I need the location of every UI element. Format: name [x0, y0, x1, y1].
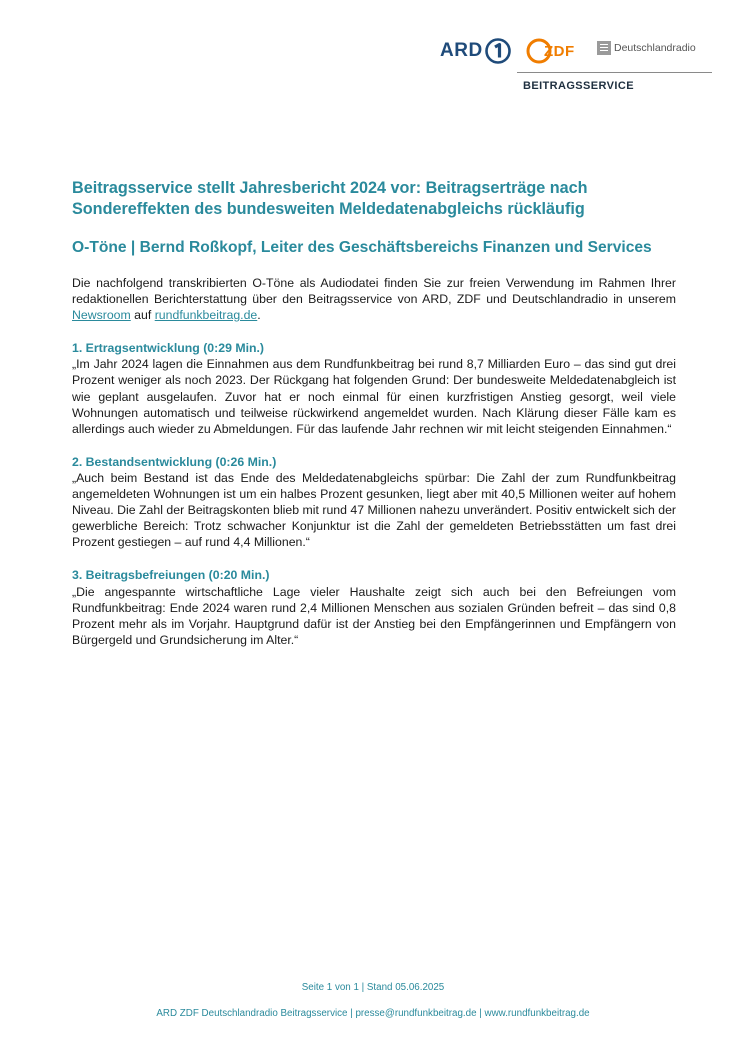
section-heading-beitragsbefreiungen: 3. Beitragsbefreiungen (0:20 Min.) — [72, 568, 270, 583]
section-body-beitragsbefreiungen: „Die angespannte wirtschaftliche Lage vieler Haushalte zeigt sich auch bei den Befreiungen vom Rundfunkbeitrag: Ende 2024 waren rund 2,4 Millionen Menschen aus sozialen Gründen befreit – das sind 0,8 Prozent mehr als im Vorjahr. Hauptgrund dafür ist der Anstieg bei den Empfängerinnen und Empfängern von Bürgergeld und Grundsicherung im Alter.“ — [72, 584, 676, 647]
intro-paragraph — [72, 275, 676, 323]
header-divider — [517, 72, 712, 73]
page-title: Beitragsservice stellt Jahresbericht 2024 vor: Beitragserträge nach Sondereffekten des bundesweiten Meldedatenabgleichs rückläufig — [72, 179, 588, 218]
broadcaster-logos — [440, 36, 712, 72]
intro-text-after: . — [257, 308, 261, 323]
deutschlandradio-logo-text: Deutschlandradio — [614, 42, 696, 54]
section-body-bestandsentwicklung: „Auch beim Bestand ist das Ende des Meldedatenabgleichs spürbar: Die Zahl der zum Rundfunkbeitrag angemeldeten Wohnungen ist um ein halbes Prozent gesunken, liegt aber mit 40,5 Millionen weiter auf hohem Niveau. Die Zahl der Beitragskonten blieb mit rund 47 Millionen nahezu unverändert. Positiv entwickelt sich der gewerbliche Bereich: Trotz schwacher Konjunktur ist die Zahl der gemeldeten Betriebsstätten um fast drei Prozent gestiegen – auf rund 4,4 Millionen.“ — [72, 470, 676, 550]
section-heading-ertragsentwicklung: 1. Ertragsentwicklung (0:29 Min.) — [72, 341, 265, 356]
zdf-logo-text: ZDF — [544, 42, 575, 60]
ard-one-icon — [485, 38, 511, 64]
intro-text-before: Die nachfolgend transkribierten O-Töne als Audiodatei finden Sie zur freien Verwendung im Rahmen Ihrer redaktionellen Berichterstattung über den Beitragsservice von ARD, ZDF und Deutschlandradio in unserem — [72, 276, 676, 307]
beitragsservice-label: BEITRAGSSERVICE — [523, 80, 634, 92]
zdf-logo — [526, 38, 575, 64]
ard-logo-text: ARD — [440, 40, 483, 61]
footer-contact-line: ARD ZDF Deutschlandradio Beitragsservice | presse@rundfunkbeitrag.de | www.rundfunkbeitrag.de — [156, 1008, 590, 1019]
newsroom-link[interactable]: Newsroom — [72, 308, 131, 323]
main-content — [72, 275, 676, 665]
intro-text-middle: auf — [130, 308, 155, 323]
footer-page-info: Seite 1 von 1 | Stand 05.06.2025 — [301, 982, 445, 993]
page-subtitle: O-Töne | Bernd Roßkopf, Leiter des Geschäftsbereichs Finanzen und Services — [72, 239, 652, 256]
deutschlandradio-mark-icon — [597, 41, 611, 55]
section-heading-bestandsentwicklung: 2. Bestandsentwicklung (0:26 Min.) — [72, 454, 277, 469]
section-body-ertragsentwicklung: „Im Jahr 2024 lagen die Einnahmen aus dem Rundfunkbeitrag bei rund 8,7 Milliarden Euro – das sind gut drei Prozent weniger als noch 2023. Der Rückgang hat folgenden Grund: Der bundesweite Meldedatenabgleich ist wie geplant ausgelaufen. Zuvor hat er noch einmal für einen kurzfristigen Anstieg gesorgt, weil viele Wohnungen automatisch und teilweise rückwirkend angemeldet wurden. Nach Klärung dieser Fälle kam es allerdings auch wieder zu Abmeldungen. Für das laufende Jahr rechnen wir mit leicht steigenden Einnahmen.“ — [72, 357, 676, 436]
deutschlandradio-logo — [597, 41, 696, 55]
rundfunkbeitrag-link[interactable]: rundfunkbeitrag.de — [154, 308, 258, 323]
ard-logo — [440, 38, 511, 64]
